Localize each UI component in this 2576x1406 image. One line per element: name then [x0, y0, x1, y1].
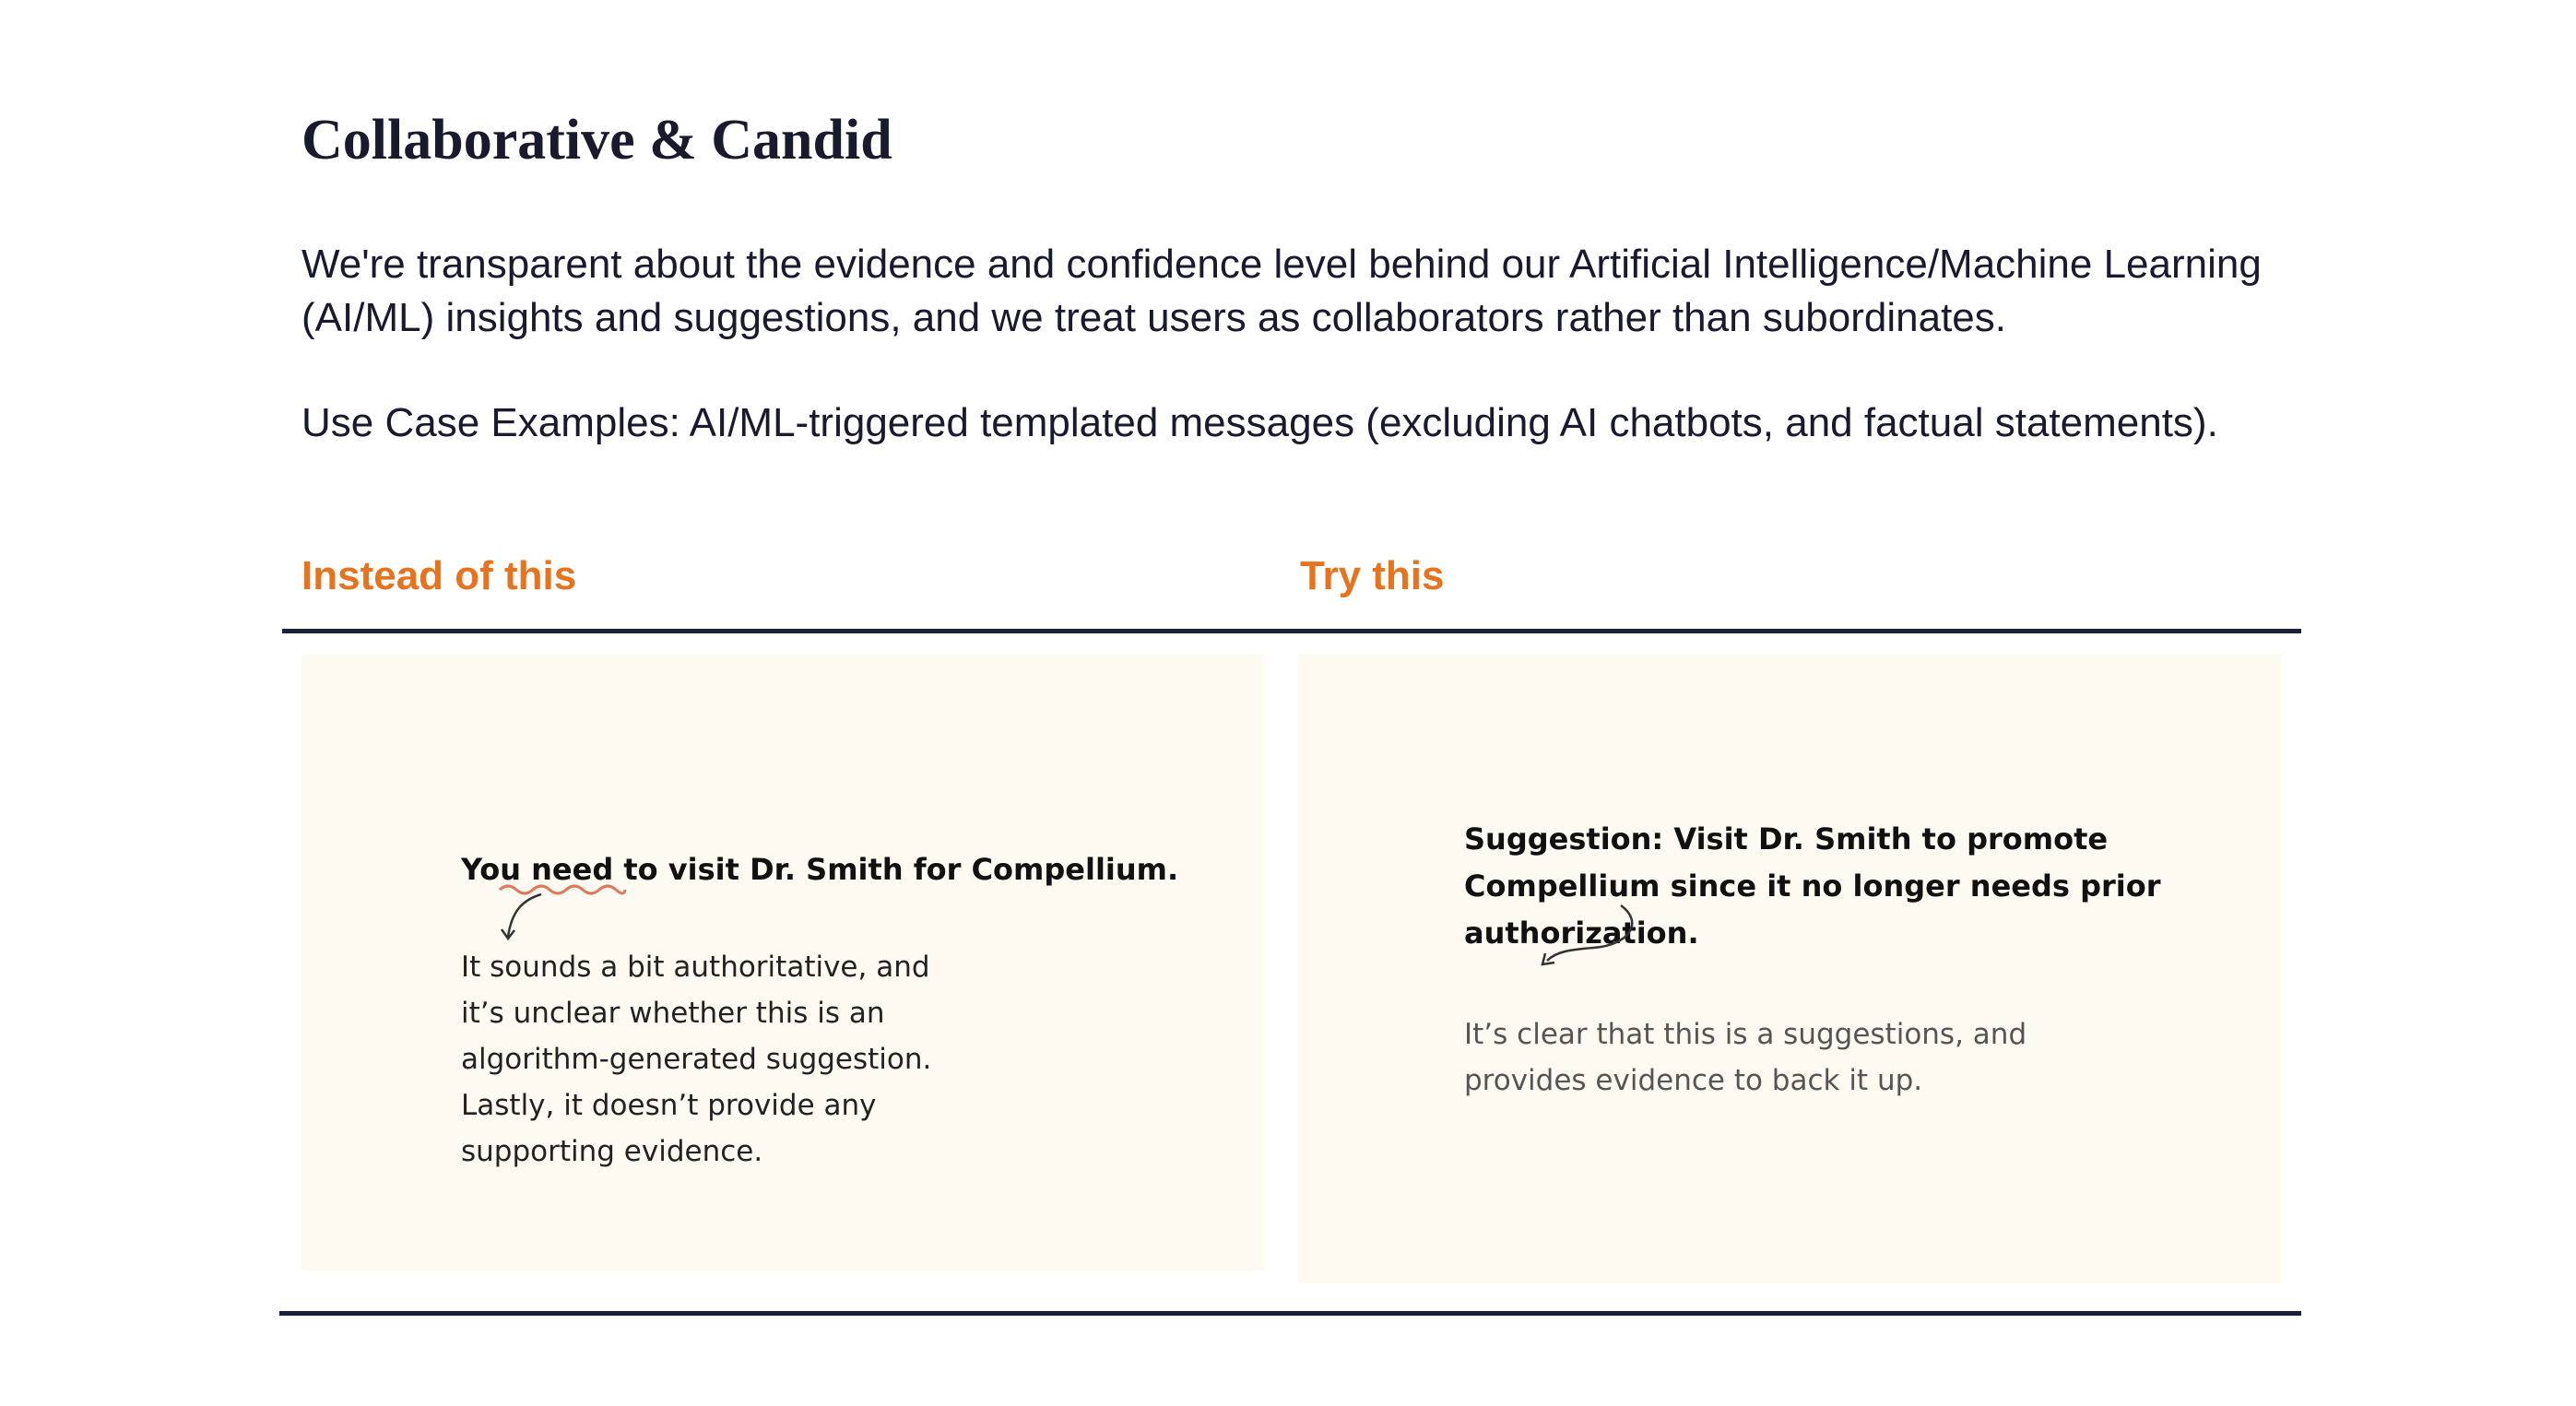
bottom-divider: [279, 1311, 2301, 1316]
try-column-heading: Try this: [1300, 553, 1445, 598]
curved-arrow-icon: [1529, 904, 1648, 996]
intro-paragraph: We're transparent about the evidence and confidence level behind our Artificial Intelligence/Machine Learning (AI/ML) insights and suggestions, and we treat users as collaborators rather than subordinates.: [301, 242, 2262, 340]
instead-example-card: [301, 655, 1264, 1270]
section-title: Collaborative & Candid: [301, 109, 892, 171]
try-example-text: Suggestion: Visit Dr. Smith to promote Compellium since it no longer needs prior authorization.: [1464, 821, 2161, 951]
instead-column-heading: Instead of this: [301, 553, 577, 598]
instead-example-text: You need to visit Dr. Smith for Compellium.: [461, 852, 1179, 887]
use-case-paragraph: Use Case Examples: AI/ML-triggered templated messages (excluding AI chatbots, and factual statements).: [301, 400, 2218, 445]
top-divider: [282, 629, 2301, 633]
try-example-card: [1298, 655, 2281, 1283]
instead-explanation: It sounds a bit authoritative, and it’s unclear whether this is an algorithm-generated suggestion. Lastly, it doesn’t provide any supporting evidence.: [461, 951, 932, 1168]
curved-arrow-icon: [495, 891, 550, 946]
try-explanation: It’s clear that this is a suggestions, and provides evidence to back it up.: [1464, 1018, 2027, 1097]
